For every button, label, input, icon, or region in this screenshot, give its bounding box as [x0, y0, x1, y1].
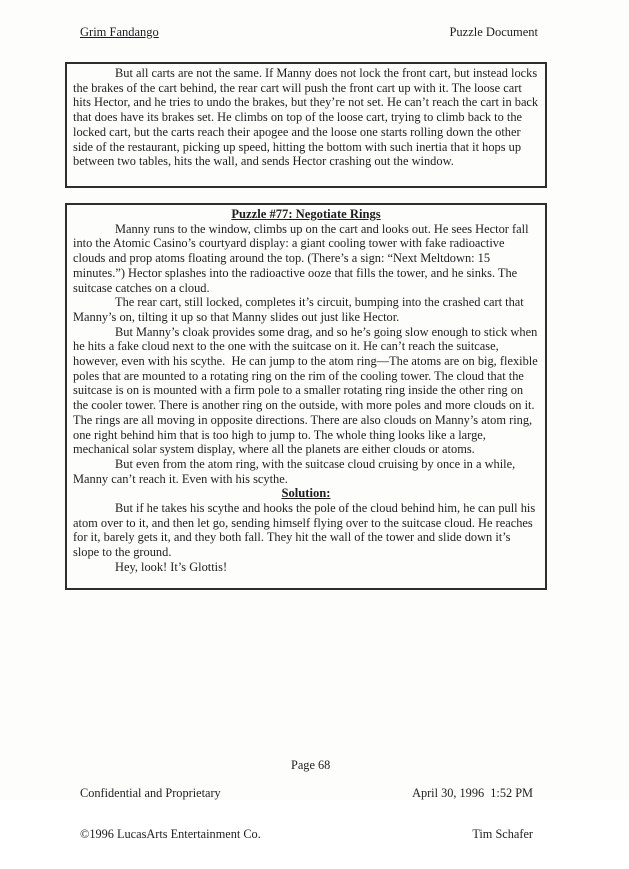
footer-confidential-line: Confidential and Proprietary — [80, 785, 221, 800]
footer-confidentiality — [80, 759, 261, 869]
footer-date-line: April 30, 1996 1:52 PM — [412, 785, 533, 800]
document-title: Grim Fandango — [80, 25, 159, 39]
footer-copyright-line: ©1996 LucasArts Entertainment Co. — [80, 826, 261, 841]
solution-paragraph: Hey, look! It’s Glottis! — [115, 559, 228, 574]
puzzle-text-box — [65, 203, 547, 590]
solution-heading: Solution: — [281, 486, 331, 501]
page-header — [80, 25, 538, 39]
puzzle-paragraph: Manny runs to the window, climbs up on the cart and looks out. He sees Hector fall into the Atomic Casino’s courtyard display: a giant cooling tower with fake radioactive clouds and prop atoms floating around the top. (There’s a sign: “Next Meltdown: 15 minutes.”) Hector splashes into the radioactive ooze that fills the tower, and he sinks. The suitcase catches on a cloud. — [73, 221, 529, 295]
footer-date-author — [412, 759, 533, 869]
puzzle-paragraph: The rear cart, still locked, completes it’s circuit, bumping into the crashed cart that Manny’s on, tilting it up so that Manny slides out just like Hector. — [73, 295, 524, 324]
solution-paragraph: But if he takes his scythe and hooks the pole of the cloud behind him, he can pull his atom over to it, and then let go, sending himself flying over to the suitcase cloud. He reaches for it, barely gets it, and they both fall. They hit the wall of the tower and slide down it’s slope to the ground. — [73, 501, 536, 560]
puzzle-title: Puzzle #77: Negotiate Rings — [231, 207, 381, 221]
page-number: Page 68 — [291, 758, 331, 772]
puzzle-paragraph: But Manny’s cloak provides some drag, and so he’s going slow enough to stick when he hits a fake cloud next to the one with the suitcase on it. He can’t reach the suitcase, however, even with his scythe. He can jump to the atom ring—The atoms are on big, flexible poles that are mounted to a rotating ring on the rim of the cooling tower. The cloud that the suitcase is on is mounted with a firm pole to a smaller rotating ring inside the other ring on the cooler tower. There is another ring on the outside, with more poles and more clouds on it. The rings are all moving in opposite directions. There are also clouds on Manny’s atom ring, one right behind him that is too high to jump to. The whole thing looks like a large, mechanical solar system display, where all the planets are either clouds or atoms. — [73, 324, 538, 457]
intro-paragraph: But all carts are not the same. If Manny does not lock the front cart, but instead locks the brakes of the cart behind, the rear cart will push the front cart up with it. The loose cart hits Hector, and he tries to undo the brakes, but they’re not set. He can’t reach the cart in back that does have its brakes set. He climbs on top of the loose cart, trying to climb back to the locked cart, but the carts reach their apogee and the loose one starts rolling down the other side of the restaurant, picking up speed, hitting the bottom with such inertia that it hops up between two tables, hits the wall, and sends Hector crashing out the window. — [73, 66, 539, 169]
intro-text-box — [65, 62, 547, 188]
document-type-label: Puzzle Document — [449, 25, 538, 39]
footer-author-line: Tim Schafer — [472, 826, 533, 841]
puzzle-paragraph: But even from the atom ring, with the suitcase cloud cruising by once in a while, Manny can’t reach it. Even with his scythe. — [73, 456, 516, 486]
